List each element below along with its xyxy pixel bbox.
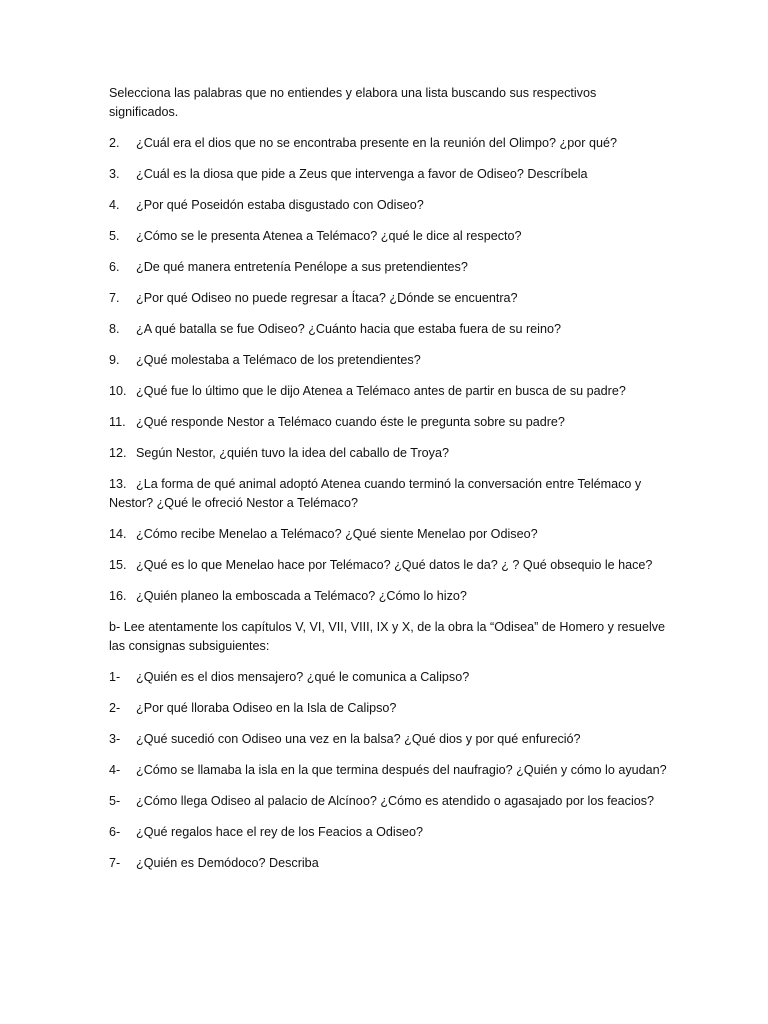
question-number: 5. [109, 229, 120, 243]
question-item [109, 792, 669, 811]
question-text: ¿Por qué Poseidón estaba disgustado con Odiseo? [136, 198, 424, 212]
intro-paragraph: Selecciona las palabras que no entiendes y elabora una lista buscando sus respectivos significados. [109, 86, 597, 119]
question-text: ¿Qué fue lo último que le dijo Atenea a Telémaco antes de partir en busca de su padre? [136, 384, 626, 398]
question-text: ¿Qué es lo que Menelao hace por Telémaco? ¿Qué datos le da? ¿ ? Qué obsequio le hace? [136, 558, 653, 572]
question-text: ¿Quién es Demódoco? Describa [136, 856, 319, 870]
question-item [109, 382, 669, 401]
question-number: 9. [109, 353, 120, 367]
question-number: 6- [109, 825, 121, 839]
question-number: 12. [109, 446, 127, 460]
question-item [109, 730, 669, 749]
question-text: ¿Qué responde Nestor a Telémaco cuando éste le pregunta sobre su padre? [136, 415, 565, 429]
question-item [109, 444, 669, 463]
question-item [109, 475, 669, 513]
question-item [109, 227, 669, 246]
question-text: ¿Cómo recibe Menelao a Telémaco? ¿Qué siente Menelao por Odiseo? [136, 527, 538, 541]
question-text: ¿Qué sucedió con Odiseo una vez en la balsa? ¿Qué dios y por qué enfureció? [136, 732, 581, 746]
question-text: ¿La forma de qué animal adoptó Atenea cuando terminó la conversación entre Telémaco y Nestor? ¿Qué le ofreció Nestor a Telémaco? [109, 477, 642, 510]
section-b-instructions: b- Lee atentamente los capítulos V, VI, VII, VIII, IX y X, de la obra la “Odisea” de Homero y resuelve las consignas subsiguientes: [109, 620, 666, 653]
question-text: ¿De qué manera entretenía Penélope a sus pretendientes? [136, 260, 468, 274]
question-number: 3- [109, 732, 121, 746]
question-number: 4. [109, 198, 120, 212]
question-item [109, 525, 669, 544]
question-item [109, 196, 669, 215]
question-number: 6. [109, 260, 120, 274]
question-item [109, 258, 669, 277]
question-item [109, 854, 669, 873]
question-item [109, 413, 669, 432]
question-number: 2- [109, 701, 121, 715]
question-item [109, 165, 669, 184]
question-item [109, 587, 669, 606]
question-number: 7- [109, 856, 121, 870]
question-item [109, 351, 669, 370]
question-number: 3. [109, 167, 120, 181]
question-text: ¿Quién es el dios mensajero? ¿qué le comunica a Calipso? [136, 670, 470, 684]
document-content [109, 84, 669, 885]
question-number: 2. [109, 136, 120, 150]
question-text: ¿Cuál es la diosa que pide a Zeus que intervenga a favor de Odiseo? Descríbela [136, 167, 588, 181]
question-item [109, 699, 669, 718]
question-item [109, 556, 669, 575]
question-number: 1- [109, 670, 121, 684]
question-text: ¿A qué batalla se fue Odiseo? ¿Cuánto hacia que estaba fuera de su reino? [136, 322, 561, 336]
question-number: 5- [109, 794, 121, 808]
question-item [109, 320, 669, 339]
question-item [109, 134, 669, 153]
question-text: ¿Cómo se le presenta Atenea a Telémaco? ¿qué le dice al respecto? [136, 229, 522, 243]
question-item [109, 761, 669, 780]
question-item [109, 289, 669, 308]
question-number: 13. [109, 477, 127, 491]
question-text: ¿Qué molestaba a Telémaco de los pretendientes? [136, 353, 421, 367]
question-number: 4- [109, 763, 121, 777]
question-text: ¿Cuál era el dios que no se encontraba presente en la reunión del Olimpo? ¿por qué? [136, 136, 617, 150]
question-number: 11. [109, 415, 126, 429]
question-text: ¿Quién planeo la emboscada a Telémaco? ¿Cómo lo hizo? [136, 589, 467, 603]
question-text: ¿Por qué lloraba Odiseo en la Isla de Calipso? [136, 701, 397, 715]
question-list-a [109, 134, 669, 606]
question-item [109, 823, 669, 842]
question-number: 15. [109, 558, 127, 572]
question-number: 10. [109, 384, 127, 398]
question-text: ¿Por qué Odiseo no puede regresar a Ítaca? ¿Dónde se encuentra? [136, 291, 518, 305]
question-number: 16. [109, 589, 127, 603]
question-item [109, 668, 669, 687]
question-text: ¿Cómo llega Odiseo al palacio de Alcínoo? ¿Cómo es atendido o agasajado por los feacios? [136, 794, 655, 808]
question-text: ¿Cómo se llamaba la isla en la que termina después del naufragio? ¿Quién y cómo lo ayudan? [136, 763, 667, 777]
question-list-b [109, 668, 669, 873]
question-number: 14. [109, 527, 127, 541]
question-text: ¿Qué regalos hace el rey de los Feacios a Odiseo? [136, 825, 424, 839]
question-number: 8. [109, 322, 120, 336]
question-text: Según Nestor, ¿quién tuvo la idea del caballo de Troya? [136, 446, 449, 460]
question-number: 7. [109, 291, 120, 305]
